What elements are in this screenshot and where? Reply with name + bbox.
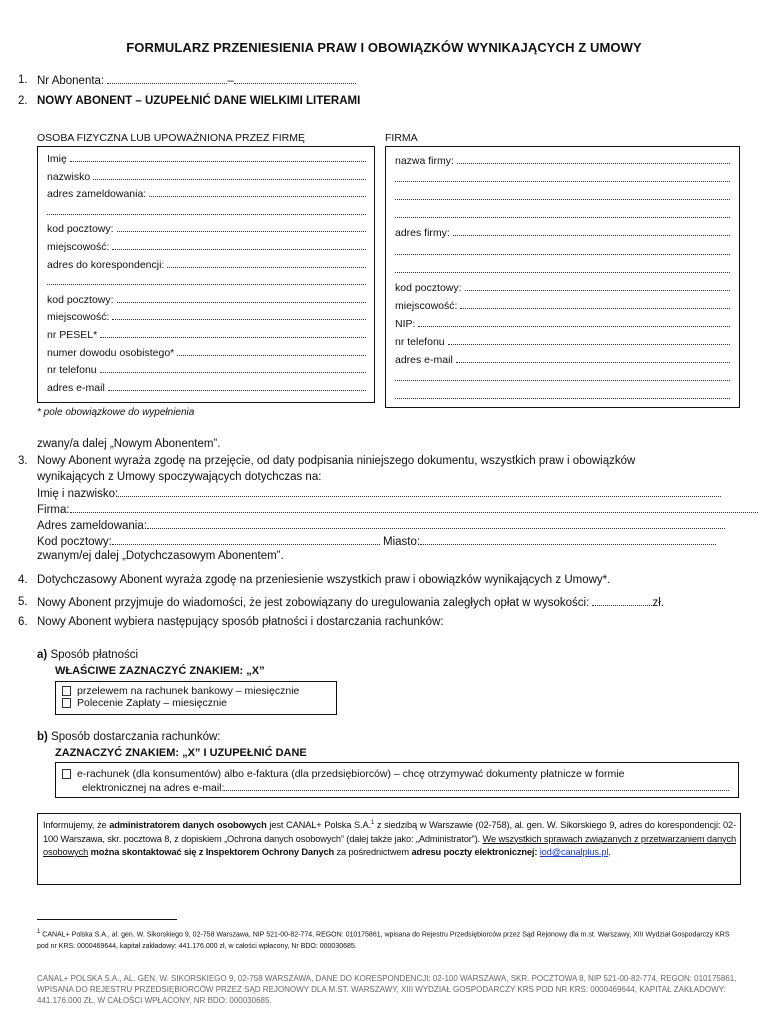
person-field-input[interactable] <box>177 346 366 356</box>
person-field-row <box>47 346 366 359</box>
company-field-input[interactable] <box>395 371 730 381</box>
old-city-label: Miasto: <box>383 536 421 548</box>
company-field-input[interactable] <box>395 172 730 182</box>
privacy-footnote-ref: 1 <box>370 820 375 826</box>
item-3-text-1: Nowy Abonent wyraża zgodę na przejęcie, od daty podpisania niniejszego dokumentu, wszystkich praw i obowiązków <box>37 455 636 467</box>
item-5-row <box>37 596 664 609</box>
person-field-label: miejscowość: <box>47 241 110 253</box>
company-field-input[interactable] <box>453 226 730 236</box>
item-4-text: Dotychczasowy Abonent wyraża zgodę na przeniesienie wszystkich praw i obowiązków wynikających z Umowy*. <box>37 574 611 586</box>
footnote-text: CANAL+ Polska S.A., al. gen. W. Sikorskiego 9, 02-758 Warszawa, NIP 521-00-82-774, REGON: 010175861, wpisana do Rejestru Przedsiębiorców przez Sąd Rejonowy dla m.st. Warszawy, XIII Wydział Gospodarczy KRS pod nr KRS: 0000469644, kapitał zakładowy: 441.176.000 zł, w całości wpłacony, Nr BDO: 000030685. <box>37 931 730 951</box>
person-field-label: nr PESEL* <box>47 329 98 341</box>
person-field-input[interactable] <box>117 293 366 303</box>
privacy-address: z siedzibą w Warszawie (02-758), al. gen. W. Sikorskiego 9, adres do korespondencji: 02-100 Warszawa, skr. pocztowa 8, z dopiskiem „Ochrona danych osobowych” (dalej także jako: „Administrator”). <box>43 820 737 844</box>
person-field-label: kod pocztowy: <box>47 223 114 236</box>
delivery-method-row <box>37 731 220 743</box>
company-field-row <box>395 190 730 200</box>
old-postal-label: Kod pocztowy: <box>37 536 112 548</box>
footnote-number: 1 <box>37 929 41 935</box>
company-field-label: kod pocztowy: <box>395 281 462 294</box>
old-name-field[interactable] <box>118 487 721 497</box>
person-field-label: Imię <box>47 153 67 165</box>
form-title: FORMULARZ PRZENIESIENIA PRAW I OBOWIĄZKÓW WYNIKAJĄCYCH Z UMOWY <box>126 40 642 55</box>
e-invoice-option[interactable] <box>62 768 624 780</box>
person-field-input[interactable] <box>117 222 366 232</box>
person-field-row <box>47 152 366 165</box>
company-field-row <box>395 281 730 294</box>
company-field-row <box>395 172 730 182</box>
company-field-input[interactable] <box>457 154 730 164</box>
old-address-row <box>37 519 725 532</box>
privacy-notice-text <box>43 817 736 860</box>
company-field-input[interactable] <box>460 299 730 309</box>
old-address-label: Adres zameldowania: <box>37 520 147 532</box>
item-6-text: Nowy Abonent wybiera następujący sposób płatności i dostarczania rachunków: <box>37 616 444 628</box>
company-field-input[interactable] <box>465 281 730 291</box>
company-field-input[interactable] <box>456 353 730 363</box>
company-field-input[interactable] <box>395 263 730 273</box>
item-5-number: 5. <box>18 596 28 608</box>
company-field-row <box>395 245 730 255</box>
company-field-row <box>395 299 730 312</box>
debt-amount-field[interactable] <box>592 596 652 606</box>
person-field-label: adres zameldowania: <box>47 188 147 201</box>
company-field-input[interactable] <box>395 245 730 255</box>
section-a-letter: a) <box>37 649 48 661</box>
company-field-row <box>395 317 730 330</box>
person-field-row <box>47 187 366 200</box>
privacy-email-link[interactable]: iod@canalplus.pl <box>539 847 609 858</box>
payment-method-row <box>37 649 138 661</box>
person-field-label: kod pocztowy: <box>47 293 114 306</box>
person-field-label: adres do korespondencji: <box>47 258 165 271</box>
company-field-label: nazwa firmy: <box>395 155 454 167</box>
person-field-label: nazwisko <box>47 170 91 183</box>
old-city-field[interactable] <box>420 535 716 545</box>
subscriber-number-separator: – <box>227 75 234 87</box>
payment-option-direct-debit[interactable] <box>62 697 227 709</box>
company-field-label: nr telefonu <box>395 336 445 348</box>
new-subscriber-called: zwany/a dalej „Nowym Abonentem”. <box>37 438 221 450</box>
person-field-row <box>47 363 366 376</box>
e-invoice-label-1: e-rachunek (dla konsumentów) albo e-faktura (dla przedsiębiorców) – chcę otrzymywać dokumenty płatnicze w formie <box>77 768 625 780</box>
company-field-row <box>395 263 730 273</box>
old-company-label: Firma: <box>37 504 70 516</box>
footnote <box>37 926 739 953</box>
old-company-field[interactable] <box>70 503 758 513</box>
company-field-label: adres e-mail <box>395 354 453 367</box>
company-field-row <box>395 389 730 399</box>
company-field-row <box>395 371 730 381</box>
person-field-input[interactable] <box>149 187 366 197</box>
subscriber-number-field-2[interactable] <box>234 74 356 84</box>
e-invoice-label-2: elektronicznej na adres e-mail: <box>82 782 225 794</box>
person-field-input[interactable] <box>47 205 366 215</box>
company-field-label: miejscowość: <box>395 299 458 312</box>
payment-option-transfer[interactable] <box>62 685 299 697</box>
person-field-row <box>47 381 366 394</box>
company-field-row <box>395 154 730 167</box>
company-box-heading: FIRMA <box>385 132 418 144</box>
item-3-number: 3. <box>18 455 28 467</box>
old-name-label: Imię i nazwisko: <box>37 488 119 500</box>
person-field-row <box>47 328 366 341</box>
old-postal-row <box>37 535 716 548</box>
delivery-instruction: ZAZNACZYĆ ZNAKIEM: „X” I UZUPEŁNIĆ DANE <box>55 747 307 759</box>
old-company-row <box>37 503 758 516</box>
e-invoice-checkbox[interactable] <box>62 769 71 779</box>
subscriber-number-field-1[interactable] <box>107 74 227 84</box>
item-4-number: 4. <box>18 574 28 586</box>
company-field-input[interactable] <box>395 190 730 200</box>
person-field-row <box>47 170 366 183</box>
person-field-input[interactable] <box>70 152 366 162</box>
person-field-row <box>47 205 366 215</box>
e-invoice-email-row <box>82 781 729 794</box>
delivery-method-label: Sposób dostarczania rachunków: <box>51 731 221 743</box>
old-name-row <box>37 487 721 500</box>
privacy-via: za pośrednictwem <box>336 847 410 858</box>
company-field-row <box>395 353 730 366</box>
old-address-field[interactable] <box>147 519 725 529</box>
footnote-divider <box>37 919 177 920</box>
person-field-row <box>47 293 366 306</box>
company-field-row <box>395 226 730 239</box>
company-field-input[interactable] <box>395 208 730 218</box>
person-field-row <box>47 310 366 323</box>
required-note: * pole obowiązkowe do wypełnienia <box>37 407 195 418</box>
old-subscriber-called: zwanym/ej dalej „Dotychczasowym Abonentem”. <box>37 550 284 562</box>
privacy-admin: administratorem danych osobowych <box>109 820 267 831</box>
person-field-label: adres e-mail <box>47 381 105 394</box>
person-box-heading: OSOBA FIZYCZNA LUB UPOWAŻNIONA PRZEZ FIRMĘ <box>37 132 305 144</box>
subscriber-number-label: Nr Abonenta: <box>37 75 105 87</box>
person-field-input[interactable] <box>108 381 366 391</box>
new-subscriber-heading: NOWY ABONENT – UZUPEŁNIĆ DANE WIELKIMI LITERAMI <box>37 95 361 107</box>
person-field-row <box>47 275 366 285</box>
item-5-text: Nowy Abonent przyjmuje do wiadomości, że jest zobowiązany do uregulowania zaległych opłat w wysokości: <box>37 597 590 609</box>
item-number: 1. <box>18 74 28 86</box>
person-field-label: miejscowość: <box>47 311 110 324</box>
page-footer: CANAL+ POLSKA S.A., AL. GEN. W. SIKORSKIEGO 9, 02-758 WARSZAWA, DANE DO KORESPONDENCJI: 02-100 WARSZAWA, SKR. POCZTOWA 8, NIP 521-00-82-774, REGON: 010175861, WPISANA DO REJESTRU PRZEDSIĘBIORCÓW PRZEZ SĄD REJONOWY DLA M.ST. WARSZAWY, XIII WYDZIAŁ GOSPODARCZY KRS POD NR KRS: 0000469644, KAPITAŁ ZAKŁADOWY: 441.176.000 ZŁ, W CAŁOŚCI WPŁACONY, NR BDO: 000030685. <box>37 974 737 1005</box>
person-field-row <box>47 240 366 253</box>
old-postal-field[interactable] <box>112 535 380 545</box>
subscriber-number-row <box>37 74 356 87</box>
privacy-iod: można skontaktować się z Inspektorem Ochrony Danych <box>90 847 335 858</box>
company-field-row <box>395 335 730 348</box>
company-field-row <box>395 208 730 218</box>
privacy-email-label: adresu poczty elektronicznej: <box>411 847 538 858</box>
direct-debit-checkbox[interactable] <box>62 698 71 708</box>
company-field-label: NIP: <box>395 317 416 330</box>
company-data-box <box>385 146 740 408</box>
privacy-p1: Informujemy, że <box>43 820 107 831</box>
transfer-label: przelewem na rachunek bankowy – miesięcznie <box>77 685 300 697</box>
currency-suffix: zł. <box>652 597 664 609</box>
item-1 <box>18 74 28 86</box>
person-field-input[interactable] <box>112 240 366 250</box>
person-field-row <box>47 222 366 235</box>
person-field-input[interactable] <box>112 310 366 320</box>
item-6-number: 6. <box>18 616 28 628</box>
company-field-input[interactable] <box>448 335 730 345</box>
payment-method-label: Sposób płatności <box>50 649 139 661</box>
transfer-checkbox[interactable] <box>62 686 71 696</box>
person-field-input[interactable] <box>100 363 366 373</box>
person-field-input[interactable] <box>100 328 366 338</box>
e-invoice-email-field[interactable] <box>224 781 729 791</box>
payment-instruction: WŁAŚCIWE ZAZNACZYĆ ZNAKIEM: „X” <box>55 665 265 677</box>
company-field-input[interactable] <box>395 389 730 399</box>
person-field-row <box>47 258 366 271</box>
person-field-label: numer dowodu osobistego* <box>47 346 175 359</box>
privacy-p2: We wszystkich sprawach związanych z przetwarzaniem danych osobowych <box>43 833 736 858</box>
person-field-input[interactable] <box>167 258 366 268</box>
item-3-text-2: wynikających z Umowy spoczywających dotychczas na: <box>37 471 322 483</box>
item-2-number: 2. <box>18 95 28 107</box>
person-field-label: nr telefonu <box>47 364 97 377</box>
company-field-label: adres firmy: <box>395 227 450 240</box>
direct-debit-label: Polecenie Zapłaty – miesięcznie <box>77 697 227 709</box>
company-field-input[interactable] <box>418 317 730 327</box>
section-b-letter: b) <box>37 731 48 743</box>
privacy-end: . <box>608 847 611 858</box>
privacy-company: jest CANAL+ Polska S.A. <box>269 820 371 831</box>
person-field-input[interactable] <box>93 170 366 180</box>
person-field-input[interactable] <box>47 275 366 285</box>
